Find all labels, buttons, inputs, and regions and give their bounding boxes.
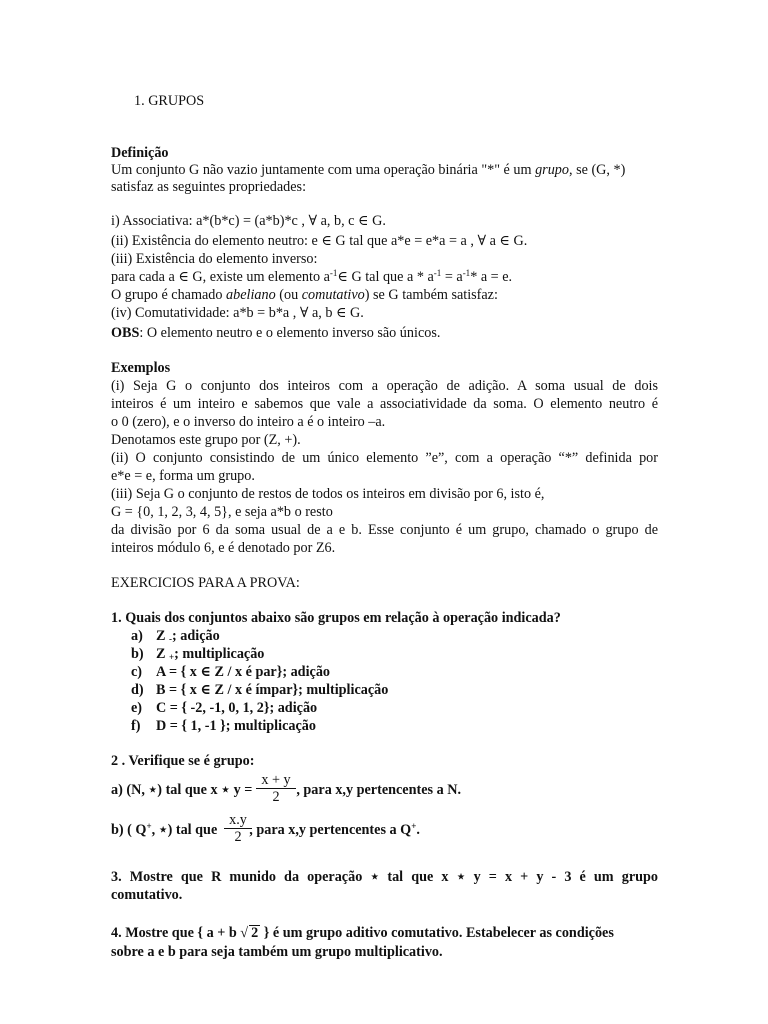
question-1: 1. Quais dos conjuntos abaixo são grupos em relação à operação indicada?	[111, 610, 561, 626]
question-2: 2 . Verifique se é grupo:	[111, 753, 255, 769]
question-3-line2: comutativo.	[111, 887, 183, 903]
q1-item-c: c) A = { x ∈ Z / x é par}; adição	[131, 664, 331, 680]
property-comutatividade: (iv) Comutatividade: a*b = b*a , ∀ a, b ∈ G.	[111, 305, 364, 321]
exemplo2-line2: e*e = e, forma um grupo.	[111, 468, 255, 484]
exemplo2-line1: (ii) O conjunto consistindo de um único elemento ”e”, com a operação “*” definida por	[111, 450, 658, 466]
q1-item-f: f) D = { 1, -1 }; multiplicação	[131, 718, 316, 734]
exemplos-heading: Exemplos	[111, 360, 171, 376]
property-inverso-detail: para cada a ∈ G, existe um elemento $a^{-1}\in$ G tal que $a * a^{-1} = a^{-1}*$ a = e.	[111, 268, 513, 285]
exemplo1-line4: Denotamos este grupo por (Z, +).	[111, 432, 301, 448]
sqrt-symbol: √	[240, 925, 249, 941]
exemplo1-line1: (i) Seja G o conjunto dos inteiros com a operação de adição. A soma usual de dois	[111, 378, 658, 394]
sqrt-radicand: 2	[251, 925, 259, 941]
question-2b: b) ( Q+, ⋆) tal que , para x,y pertencentes a Q+.	[111, 821, 420, 838]
section-title: 1. GRUPOS	[134, 93, 205, 109]
exemplo1-line2: inteiros é um inteiro e sabemos que vale a associatividade da soma. O elemento neutro é	[111, 396, 658, 412]
q1-item-d: d) B = { x ∈ Z / x é ímpar}; multiplicação	[131, 682, 389, 698]
q2a-fraction: x + y 2	[256, 772, 296, 805]
definicao-paragraph-line2: satisfaz as seguintes propriedades:	[111, 179, 307, 195]
question-2a: a) (N, ⋆) tal que x ⋆ y = , para x,y pertencentes a N.	[111, 782, 462, 798]
exemplo3-line3: da divisão por 6 da soma usual de a e b. Esse conjunto é um grupo, chamado o grupo de	[111, 522, 658, 538]
definicao-heading: Definição	[111, 145, 169, 161]
question-4-line1: 4. Mostre que { a + b √ 2 } é um grupo aditivo comutativo. Estabelecer as condições	[111, 925, 614, 941]
exemplo1-line3: o 0 (zero), e o inverso do inteiro a é o inteiro –a.	[111, 414, 386, 430]
property-neutro: (ii) Existência do elemento neutro: e ∈ G tal que a*e = e*a = a , ∀ a ∈ G.	[111, 233, 528, 249]
question-4-line2: sobre a e b para seja também um grupo multiplicativo.	[111, 944, 443, 960]
obs-note: OBS: O elemento neutro e o elemento inverso são únicos.	[111, 325, 441, 341]
q1-item-a: a) Z $_-$; adição	[131, 628, 220, 644]
exemplo3-line1: (iii) Seja G o conjunto de restos de todos os inteiros em divisão por 6, isto é,	[111, 486, 545, 502]
q2b-fraction: x.y 2	[224, 812, 252, 845]
question-3-line1: 3. Mostre que R munido da operação ⋆ tal que x ⋆ y = x + y - 3 é um grupo	[111, 869, 658, 885]
exemplo3-line2: G = {0, 1, 2, 3, 4, 5}, e seja a*b o resto	[111, 504, 333, 520]
abeliano-sentence: O grupo é chamado abeliano (ou comutativo) se G também satisfaz:	[111, 287, 498, 303]
q1-item-b: b) Z $_+$; multiplicação	[131, 646, 265, 662]
definicao-paragraph-line1: Um conjunto G não vazio juntamente com uma operação binária "*" é um grupo, se (G, *)	[111, 162, 626, 178]
property-associativa: i) Associativa: a*(b*c) = (a*b)*c , ∀ a, b, c ∈ G.	[111, 213, 386, 229]
exemplo3-line4: inteiros módulo 6, e é denotado por Z6.	[111, 540, 336, 556]
q1-item-e: e) C = { -2, -1, 0, 1, 2}; adição	[131, 700, 318, 716]
property-inverso: (iii) Existência do elemento inverso:	[111, 251, 318, 267]
exercicios-heading: EXERCICIOS PARA A PROVA:	[111, 575, 300, 591]
